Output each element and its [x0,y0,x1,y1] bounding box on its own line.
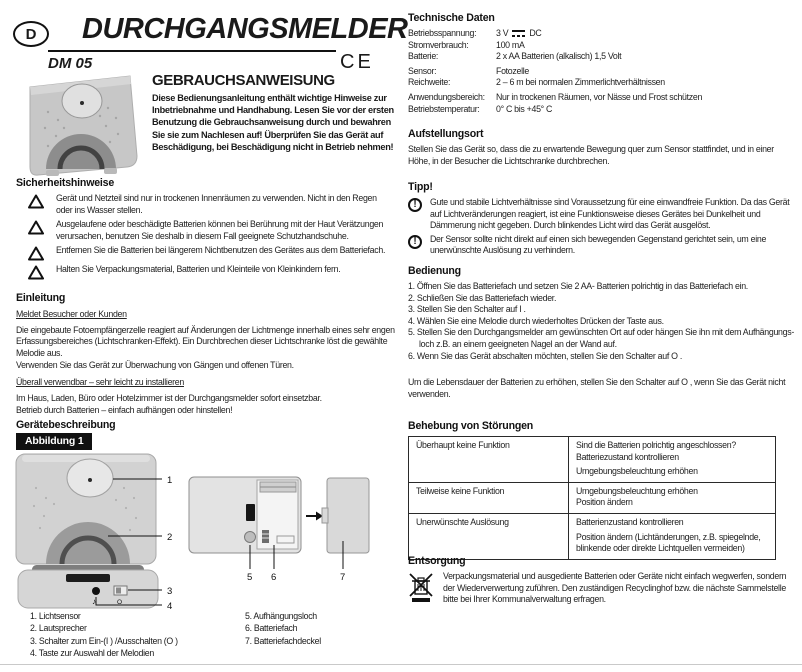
safety-item-text: Gerät und Netzteil sind nur in trockenen Innenräumen zu verwenden. Nicht in den Regen oder ins Wasser stellen. [56,193,377,215]
disposal-section [408,555,796,606]
tip-item [408,234,796,257]
battery-contacts [262,530,269,543]
tech-value: 0° C bis +45° C [496,103,553,114]
country-badge-letter: D [25,25,37,43]
table-row [409,437,776,483]
tech-value: Fotozelle [496,65,529,76]
tech-value: 3 V DC [496,28,542,38]
problem-cell: Unerwünschte Auslösung [409,513,569,559]
device-diagram [10,448,402,618]
legend-item: 5. Aufhängungsloch [245,611,317,621]
model-number: DM 05 [48,55,93,72]
exclamation-circle-icon: ! [408,235,422,249]
safety-item [16,219,396,242]
introduction-section [16,292,398,418]
operation-section [408,265,796,400]
safety-heading: Sicherheitshinweise [16,177,115,189]
tip-item-text: Der Sensor sollte nicht direkt auf einen sich bewegenden Gegenstand gerichtet sein, um eine unerwünschte Auslösung zu verhindern. [430,233,767,256]
legend-item: 4. Taste zur Auswahl der Melodien [30,648,154,659]
tech-label: Betriebsspannung: [408,28,477,38]
solution-cell: Sind die Batterien polrichtig angeschlossen? Batteriezustand kontrollieren Umgebungsbeleuchtung erhöhen [569,437,776,483]
country-badge [13,21,49,47]
technical-data-heading: Technische Daten [408,12,495,24]
operation-step: 6. Wenn Sie das Gerät abschalten möchten, stellen Sie den Schalter auf O . [408,350,682,361]
usage-section [152,72,398,153]
device-description-heading: Gerätebeschreibung [16,419,116,431]
page-title: DURCHGANGSMELDER [82,13,408,45]
legend-item: 6. Batteriefach [245,623,298,634]
callout-1: 1 [167,475,173,486]
tip-item-text: Gute und stabile Lichtverhältnisse sind Voraussetzung für eine einwandfreie Funktion. Da das Gerät auf Lichtveränderungen reagiert, ist eine Funktionsweise dieses Gerätes bei Dunkelheit und Dämmerung nicht gegeben. Durch blinkendes Licht wird das Gerät ausgelöst. [430,197,790,231]
operation-step: 5. Stellen Sie den Durchgangsmelder am gewünschten Ort auf oder hängen Sie ihn mit dem Aufhängungs-loch z.B. an einem geeigneten Nagel an der Wand auf. [408,327,794,349]
usage-body: Diese Bedienungsanleitung enthält wichtige Hinweise zur Inbetriebnahme und Handhabung. Lesen Sie vor der ersten Benutzung die Gebrauchsanweisung durch und bewahren Sie sie zum Nachlesen auf! Überprüfen Sie das Gerät auf Beschädigung, bei Beschädigung nicht in Betrieb nehmen! [152,93,394,152]
tech-row [408,77,794,89]
tip-item [408,197,796,232]
warning-triangle-icon [28,194,44,209]
placement-heading: Aufstellungsort [408,128,484,140]
tech-row [408,66,794,78]
intro-subheading-2: Überall verwendbar – sehr leicht zu installieren [16,376,184,387]
tip-section [408,181,796,259]
problem-cell: Teilweise keine Funktion [409,482,569,513]
exclamation-circle-icon: ! [408,198,422,212]
disposal-body: Verpackungsmaterial und ausgediente Batterien oder Geräte nicht einfach wegwerfen, sondern der Wiederverwertung zuführen. Den zuständigen Recyclinghof bzw. die nächste Sammelstelle bitte bei Ihrer Kommunalverwaltung erfragen. [443,571,787,605]
legend-item: 3. Schalter zum Ein-(I ) /Ausschalten (O ) [30,635,178,646]
placement-section [408,128,794,167]
hanging-hole [245,532,256,543]
tech-label: Batterie: [408,51,439,62]
safety-item-text: Ausgelaufene oder beschädigte Batterien können bei Berührung mit der Haut Verätzungen verursachen, benutzen Sie deshalb in diesem Fall geeignete Schutzhandschuhe. [56,219,384,241]
operation-step: 3. Stellen Sie den Schalter auf I . [408,304,526,315]
technical-data-section [408,12,794,115]
callout-2: 2 [167,532,173,543]
tech-label: Anwendungsbereich: [408,91,485,102]
safety-item [16,245,396,261]
arrow-icon [306,512,323,521]
title-divider [48,50,336,52]
operation-note: Um die Lebensdauer der Batterien zu erhöhen, stellen Sie den Schalter auf O , wenn Sie das Gerät nicht verwenden. [408,377,786,399]
safety-item-text: Halten Sie Verpackungsmaterial, Batterien und Kleinteile von Kleinkindern fern. [56,264,341,275]
table-row [409,482,776,513]
operation-step: 1. Öffnen Sie das Batteriefach und setzen Sie 2 AA- Batterien polrichtig in das Batteriefach ein. [408,281,748,291]
warning-triangle-icon [28,265,44,280]
safety-section [16,177,396,283]
tech-row [408,28,794,40]
warning-triangle-icon [28,246,44,261]
intro-subheading-1: Meldet Besucher oder Kunden [16,309,127,319]
dc-symbol [512,30,525,37]
legend-item: 7. Batteriefachdeckel [245,635,321,646]
tech-value: Nur in trockenen Räumen, vor Nässe und Frost schützen [496,91,703,102]
callout-4: 4 [167,601,173,612]
troubleshooting-heading: Behebung von Störungen [408,420,534,432]
melody-button [92,587,100,595]
legend-item: 1. Lichtsensor [30,611,81,621]
product-photo [18,70,146,185]
melody-note-glyph: ♪ [92,597,96,606]
solution-cell: Batterienzustand kontrollieren Position ändern (Lichtänderungen, z.B. spiegelnde, blinkende oder direkte Lichtquellen vermeiden) [569,513,776,559]
back-view [189,477,301,553]
safety-item [16,264,396,280]
figure-label: Abbildung 1 [16,433,92,450]
product-photo-illustration [18,70,146,180]
intro-paragraph-3: Im Haus, Laden, Büro oder Hotelzimmer ist der Durchgangsmelder sofort einsetzbar. [16,392,322,403]
operation-step: 4. Wählen Sie eine Melodie durch wiederholtes Drücken der Taste aus. [408,315,664,326]
bottom-view [18,565,158,608]
power-off-glyph: O [117,599,123,606]
tech-row [408,40,794,52]
tech-label: Stromverbrauch: [408,39,469,50]
callout-3: 3 [167,586,173,597]
tech-value: 2 – 6 m bei normalen Zimmerlichtverhältnissen [496,77,665,88]
light-sensor-eye [88,478,92,482]
callout-6: 6 [271,572,277,583]
legend-right [245,610,321,647]
callout-5: 5 [247,572,253,583]
disposal-heading: Entsorgung [408,555,466,567]
introduction-heading: Einleitung [16,292,66,304]
battery-cover [322,478,369,553]
safety-item [16,193,396,216]
intro-paragraph-2: Verwenden Sie das Gerät zur Überwachung von Gängen und offenen Türen. [16,360,294,371]
problem-cell: Überhaupt keine Funktion [409,437,569,483]
troubleshooting-section [408,420,778,560]
operation-heading: Bedienung [408,265,461,277]
tech-label: Reichweite: [408,77,451,88]
tech-value: 100 mA [496,39,525,50]
tech-row [408,104,794,116]
tech-row [408,51,794,63]
tech-value: 2 x AA Batterien (alkalisch) 1,5 Volt [496,51,622,62]
legend-left [30,610,178,660]
page-bottom-divider [0,664,802,665]
tech-label: Sensor: [408,65,437,76]
tip-heading: Tipp! [408,181,433,193]
tech-row [408,92,794,104]
operation-step: 2. Schließen Sie das Batteriefach wieder. [408,292,557,303]
tech-label: Betriebstemperatur: [408,103,480,114]
troubleshooting-table [408,436,776,560]
light-sensor-eye [80,101,84,105]
ce-mark: CE [340,51,374,73]
table-row [409,513,776,559]
safety-item-text: Entfernen Sie die Batterien bei längerem Nichtbenutzen des Gerätes aus dem Batteriefach. [56,245,386,256]
intro-paragraph-4: Betrieb durch Batterien – einfach aufhängen oder hinstellen! [16,405,233,416]
intro-paragraph-1: Die eingebaute Fotoempfängerzelle reagiert auf Änderungen der Lichtmenge innerhalb eines sehr engen Erfassungsbereiches (Lichtschranken-Effekt). Ein Durchbrechen dieser Lichtschranke löst die gewählte Melodie aus. [16,324,395,358]
figure-1-diagram [10,448,402,623]
front-view [16,454,156,564]
legend-item: 2. Lautsprecher [30,623,87,634]
solution-cell: Umgebungsbeleuchtung erhöhen Position ändern [569,482,776,513]
warning-triangle-icon [28,220,44,235]
placement-body: Stellen Sie das Gerät so, dass die zu erwartende Bewegung quer zum Sensor stattfindet, und in einer Höhe, in der Besucher die Lichtschranke durchbrechen. [408,144,774,166]
usage-heading: GEBRAUCHSANWEISUNG [152,72,335,89]
callout-7: 7 [340,572,346,583]
weee-crossed-bin-icon [408,573,434,603]
